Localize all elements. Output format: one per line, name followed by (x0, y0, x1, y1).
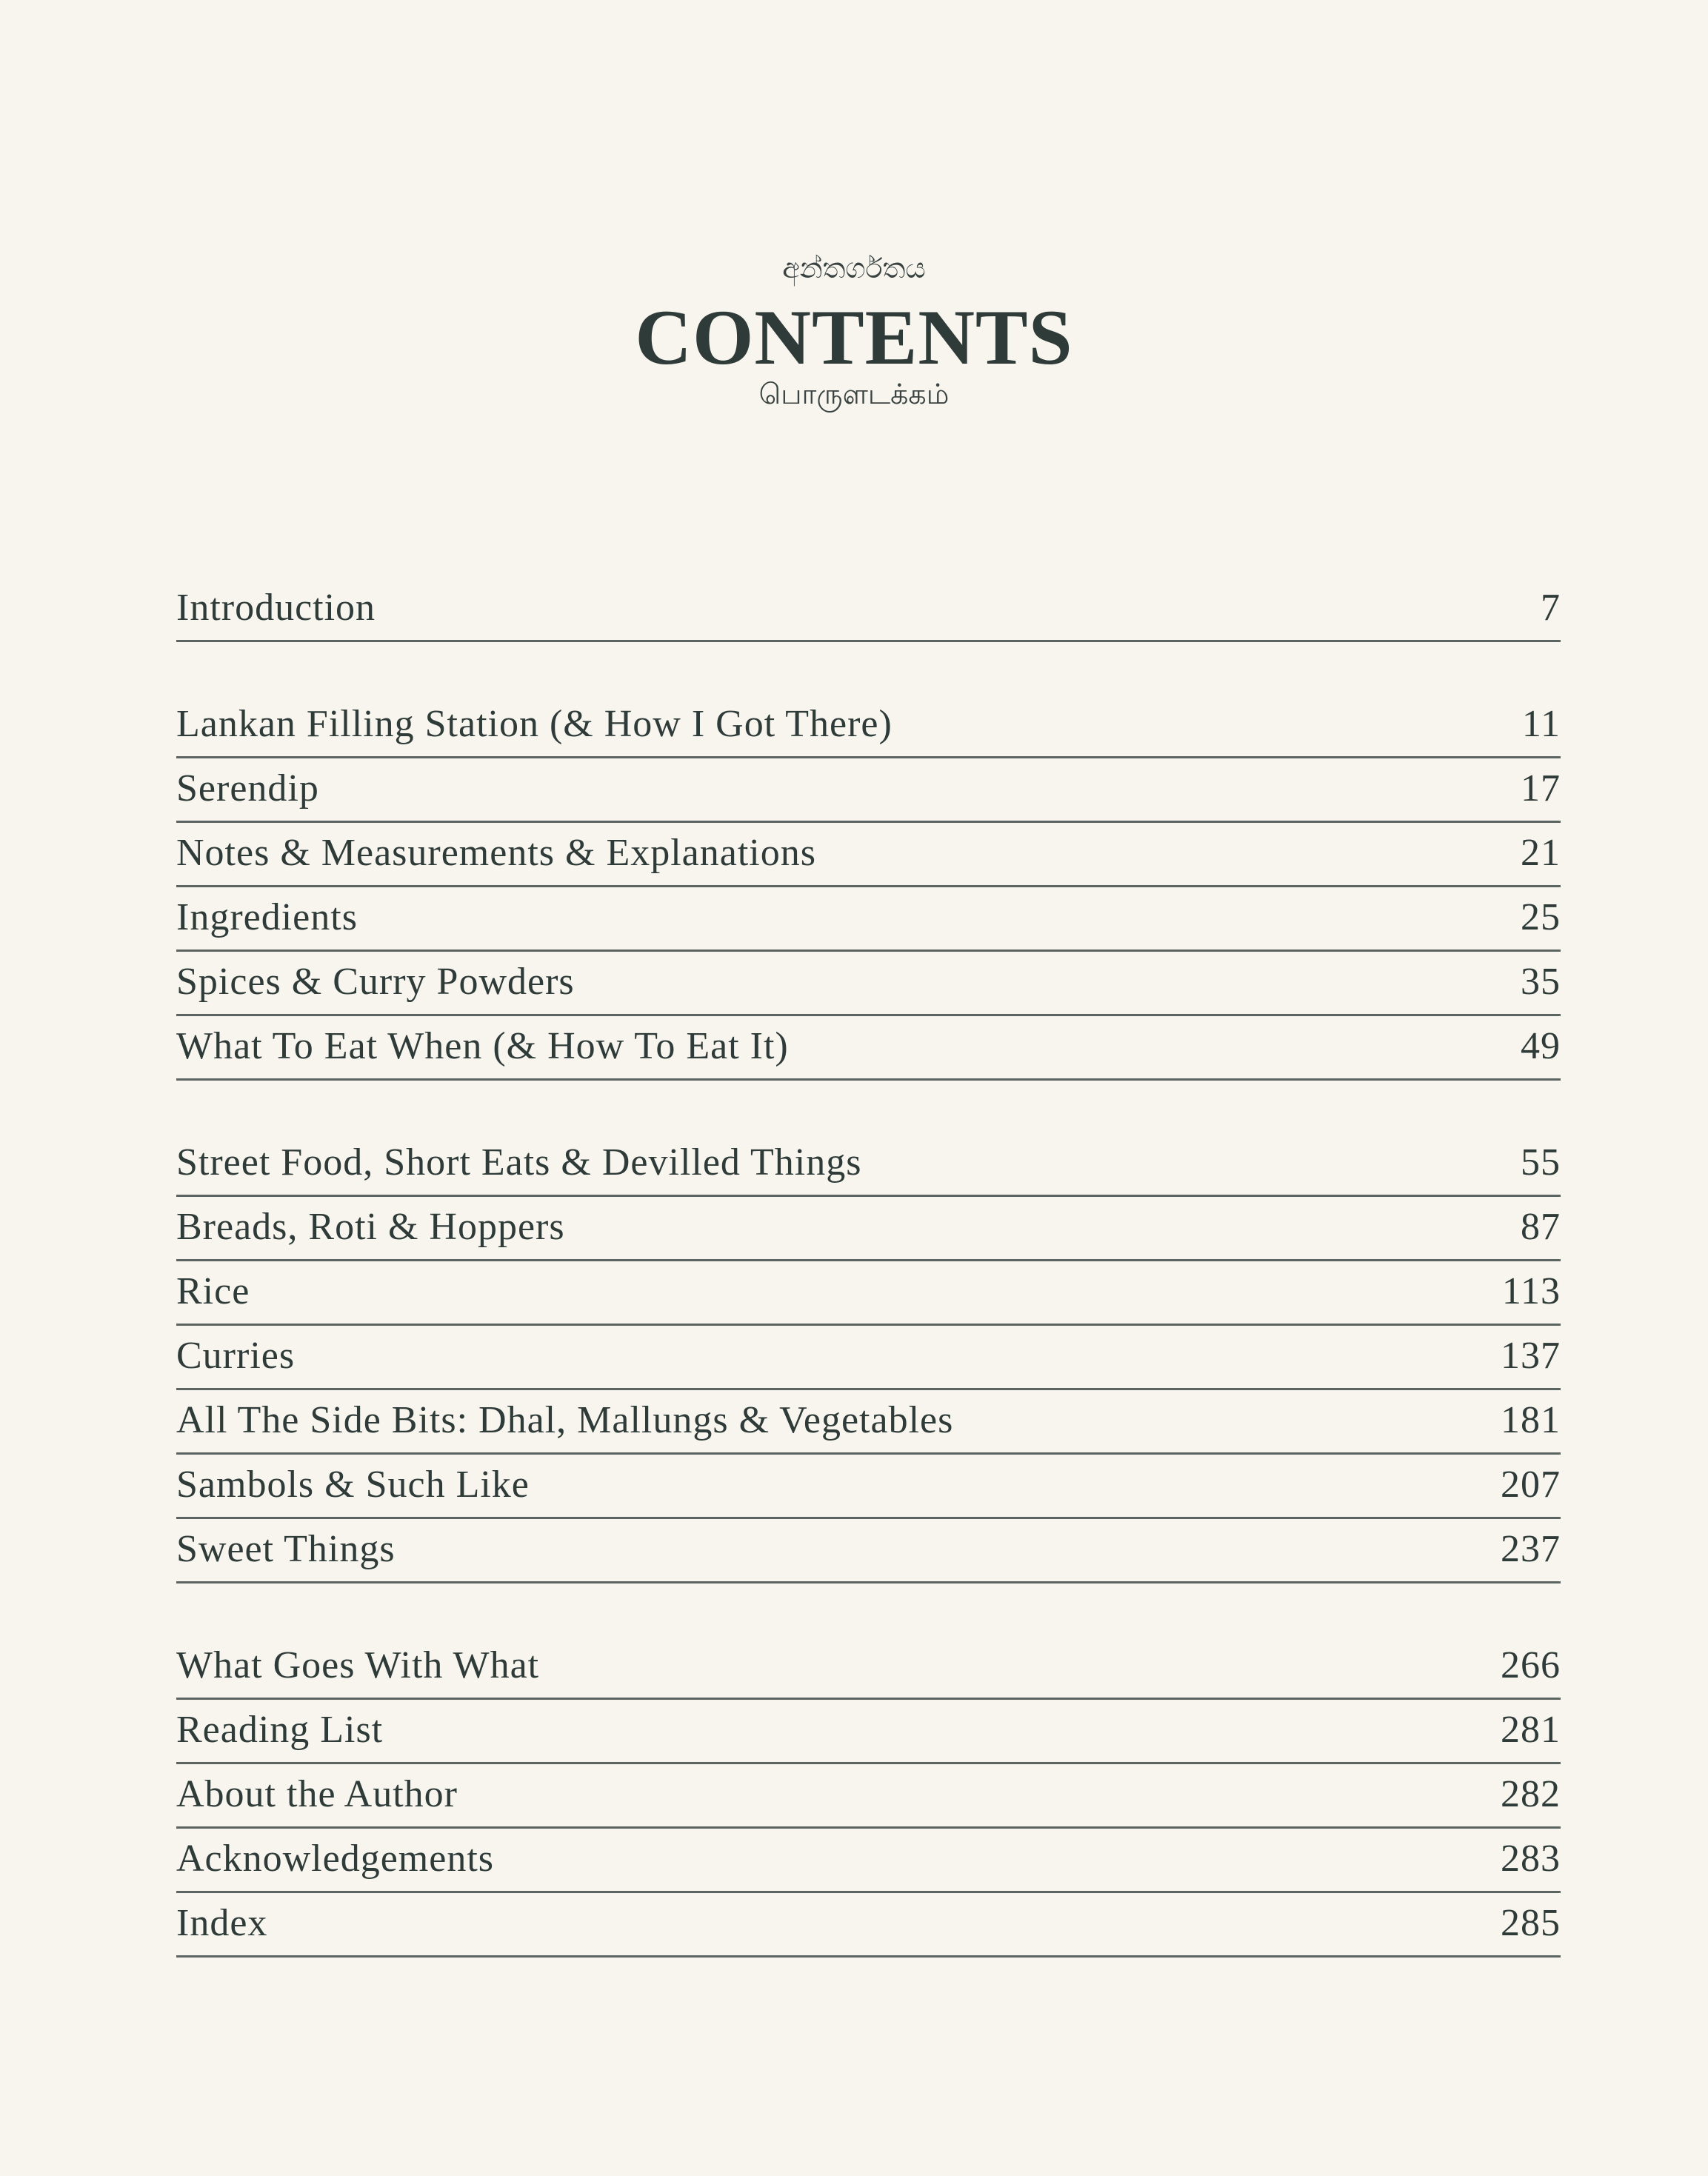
toc-group (176, 578, 1561, 642)
toc-entry-title: Serendip (176, 767, 319, 810)
toc-group (176, 694, 1561, 1081)
toc-entry-title: Sweet Things (176, 1528, 396, 1570)
toc-entry-page: 35 (1521, 961, 1561, 1003)
toc-entry[interactable] (176, 1132, 1561, 1197)
toc-entry[interactable] (176, 1893, 1561, 1958)
toc-entry[interactable] (176, 1519, 1561, 1583)
toc-entry[interactable] (176, 578, 1561, 642)
toc-entry-page: 285 (1501, 1902, 1561, 1944)
toc-entry-page: 7 (1541, 587, 1561, 629)
toc-entry[interactable] (176, 1326, 1561, 1390)
toc-entry-title: Lankan Filling Station (& How I Got There) (176, 703, 893, 745)
toc-entry-page: 137 (1501, 1335, 1561, 1377)
toc-entry-title: Index (176, 1902, 268, 1944)
toc-entry-page: 49 (1521, 1025, 1561, 1067)
toc-entry-title: What Goes With What (176, 1644, 540, 1686)
toc-group (176, 1635, 1561, 1958)
toc-entry-page: 181 (1501, 1399, 1561, 1441)
toc-entry-page: 17 (1521, 767, 1561, 810)
toc-entry-page: 281 (1501, 1709, 1561, 1751)
toc-entry-title: What To Eat When (& How To Eat It) (176, 1025, 789, 1067)
toc-group (176, 1132, 1561, 1583)
toc-entry-title: Breads, Roti & Hoppers (176, 1206, 565, 1248)
toc-entry-title: Acknowledgements (176, 1838, 495, 1880)
toc-entry[interactable] (176, 1390, 1561, 1455)
toc-entry[interactable] (176, 694, 1561, 758)
toc-entry-page: 237 (1501, 1528, 1561, 1570)
toc-entry[interactable] (176, 1261, 1561, 1326)
toc-entry[interactable] (176, 823, 1561, 887)
sinhala-heading: අන්තර්ගතය (782, 252, 926, 284)
table-of-contents (176, 578, 1561, 2009)
tamil-heading: பொருளடக்கம் (758, 378, 950, 410)
toc-entry[interactable] (176, 952, 1561, 1016)
toc-entry[interactable] (176, 1764, 1561, 1829)
toc-entry-title: All The Side Bits: Dhal, Mallungs & Vegetables (176, 1399, 954, 1441)
toc-entry-title: Spices & Curry Powders (176, 961, 575, 1003)
toc-entry-title: Notes & Measurements & Explanations (176, 832, 816, 874)
toc-entry-title: Street Food, Short Eats & Devilled Things (176, 1141, 862, 1184)
toc-entry-page: 55 (1521, 1141, 1561, 1184)
toc-entry-title: About the Author (176, 1773, 458, 1815)
toc-entry-page: 21 (1521, 832, 1561, 874)
toc-entry-page: 11 (1521, 703, 1561, 745)
toc-entry-title: Ingredients (176, 896, 358, 938)
toc-entry[interactable] (176, 887, 1561, 952)
toc-entry[interactable] (176, 1700, 1561, 1764)
toc-entry-page: 207 (1501, 1464, 1561, 1506)
toc-entry[interactable] (176, 1016, 1561, 1081)
toc-entry-page: 113 (1501, 1270, 1561, 1312)
toc-entry-title: Reading List (176, 1709, 384, 1751)
toc-entry-title: Introduction (176, 587, 376, 629)
page-title: CONTENTS (635, 294, 1073, 381)
toc-entry[interactable] (176, 1829, 1561, 1893)
toc-entry-title: Curries (176, 1335, 296, 1377)
toc-entry-page: 283 (1501, 1838, 1561, 1880)
toc-entry-page: 25 (1521, 896, 1561, 938)
toc-entry-page: 87 (1521, 1206, 1561, 1248)
toc-entry[interactable] (176, 1635, 1561, 1700)
toc-entry[interactable] (176, 1197, 1561, 1261)
toc-entry-page: 282 (1501, 1773, 1561, 1815)
toc-entry[interactable] (176, 758, 1561, 823)
toc-entry-title: Rice (176, 1270, 250, 1312)
toc-entry-title: Sambols & Such Like (176, 1464, 530, 1506)
toc-entry[interactable] (176, 1455, 1561, 1519)
toc-entry-page: 266 (1501, 1644, 1561, 1686)
